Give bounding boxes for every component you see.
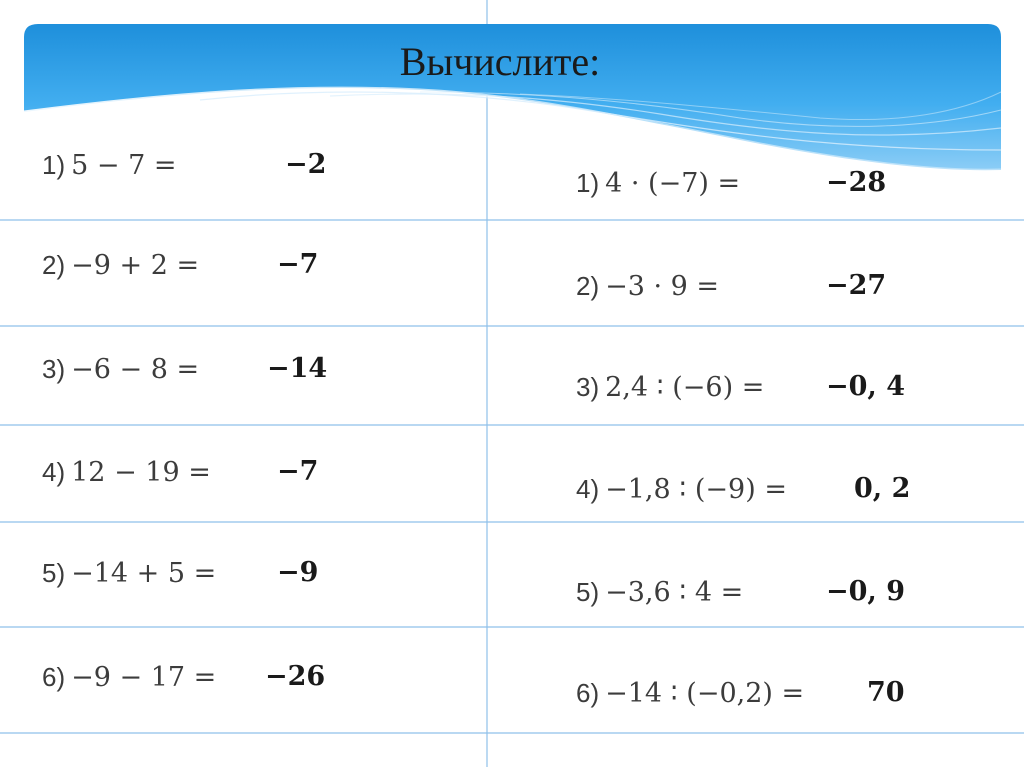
left-problem-1 bbox=[42, 145, 327, 185]
problem-expression: −6 − 8 = bbox=[71, 354, 200, 385]
problem-answer: −28 bbox=[826, 167, 887, 198]
problem-answer: 70 bbox=[867, 677, 905, 708]
problem-expression: 2,4 ∶ (−6) = bbox=[605, 372, 765, 403]
problem-number: 6) bbox=[42, 662, 66, 692]
page-title: Вычислите: bbox=[399, 39, 601, 84]
problem-number: 1) bbox=[576, 168, 600, 198]
right-problem-6 bbox=[576, 673, 905, 713]
problem-answer: −7 bbox=[277, 249, 319, 280]
left-problem-2 bbox=[42, 245, 319, 285]
problem-number: 1) bbox=[42, 150, 66, 180]
problem-answer: −7 bbox=[277, 456, 319, 487]
problem-number: 3) bbox=[42, 354, 66, 384]
problem-number: 4) bbox=[42, 457, 66, 487]
problem-answer: −0, 9 bbox=[826, 576, 905, 607]
right-problem-4 bbox=[576, 469, 911, 509]
right-problem-1 bbox=[576, 163, 887, 203]
problem-expression: −3,6 ∶ 4 = bbox=[605, 577, 744, 608]
left-problem-5 bbox=[42, 553, 319, 593]
problem-expression: −1,8 ∶ (−9) = bbox=[605, 474, 787, 505]
problem-answer: −14 bbox=[267, 353, 328, 384]
problem-expression: −9 − 17 = bbox=[71, 662, 217, 693]
problem-answer: 0, 2 bbox=[854, 473, 911, 504]
right-problem-5 bbox=[576, 572, 905, 612]
problem-number: 2) bbox=[576, 271, 600, 301]
left-problem-3 bbox=[42, 349, 328, 389]
problem-expression: −14 + 5 = bbox=[71, 558, 217, 589]
problem-expression: −14 ∶ (−0,2) = bbox=[605, 678, 805, 709]
problem-answer: −26 bbox=[265, 661, 326, 692]
right-problem-3 bbox=[576, 367, 905, 407]
problem-expression: −9 + 2 = bbox=[71, 250, 200, 281]
problem-number: 3) bbox=[576, 372, 600, 402]
problem-answer: −27 bbox=[826, 270, 887, 301]
problem-number: 2) bbox=[42, 250, 66, 280]
problem-expression: −3 · 9 = bbox=[605, 271, 720, 302]
problem-number: 4) bbox=[576, 474, 600, 504]
left-problem-4 bbox=[42, 452, 319, 492]
problem-answer: −9 bbox=[277, 557, 319, 588]
problem-expression: 5 − 7 = bbox=[71, 150, 177, 181]
problem-answer: −0, 4 bbox=[826, 371, 905, 402]
left-problem-6 bbox=[42, 657, 326, 697]
problem-number: 5) bbox=[42, 558, 66, 588]
problem-answer: −2 bbox=[285, 149, 327, 180]
problem-expression: 4 · (−7) = bbox=[605, 168, 741, 199]
problem-expression: 12 − 19 = bbox=[71, 457, 211, 488]
problem-number: 6) bbox=[576, 678, 600, 708]
right-problem-2 bbox=[576, 266, 887, 306]
problem-number: 5) bbox=[576, 577, 600, 607]
